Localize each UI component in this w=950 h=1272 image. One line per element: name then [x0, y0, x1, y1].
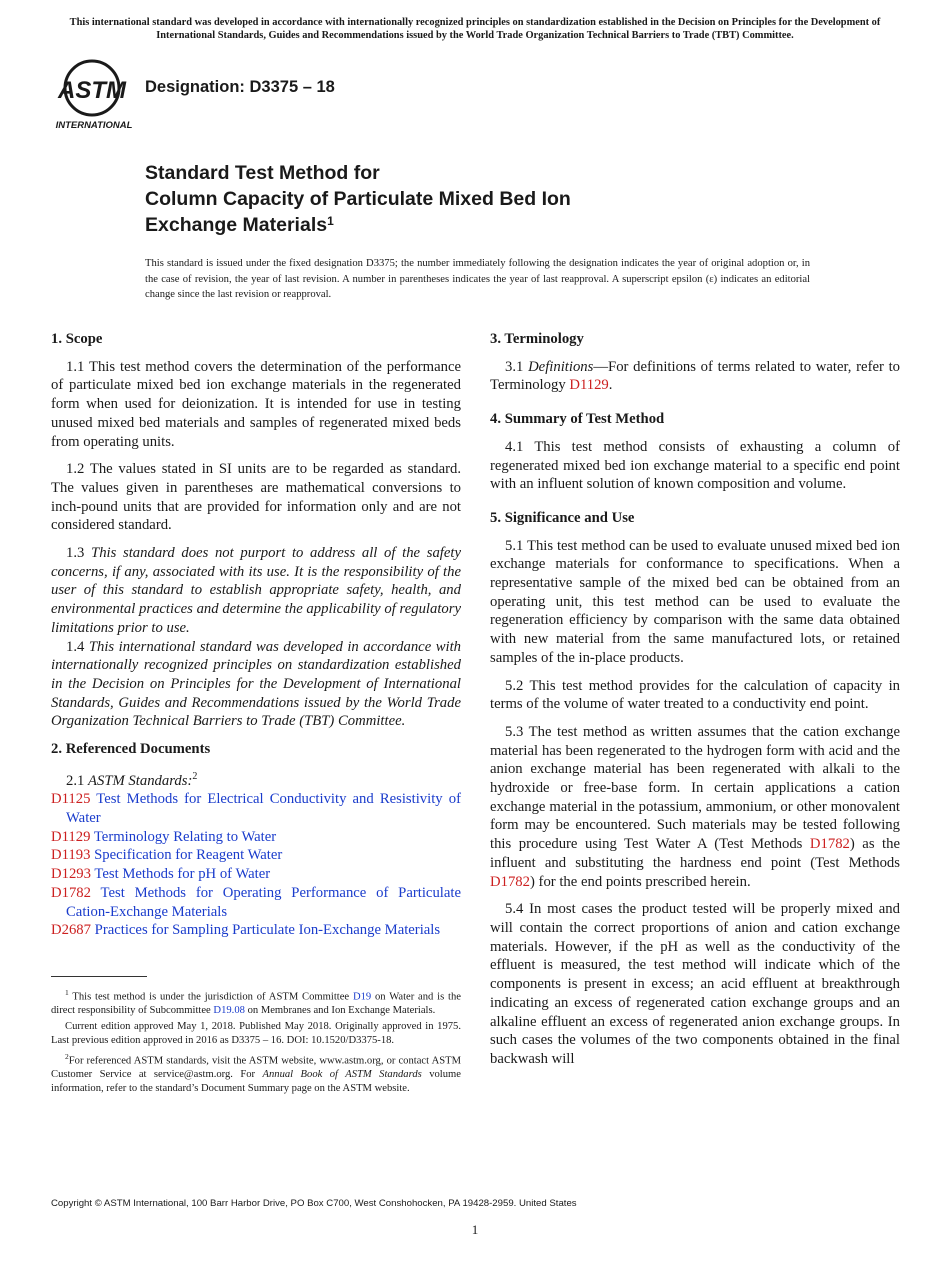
astm-standards-label: ASTM Standards:: [88, 772, 193, 789]
astm-logo: [52, 56, 136, 134]
title-line-2: Column Capacity of Particulate Mixed Bed Ion: [145, 188, 571, 210]
footnote-1-text-b: on Water and is the direct responsibility of Subcommittee: [51, 991, 461, 1016]
paragraph-5-3-text-c: ) for the end points prescribed herein.: [529, 873, 751, 890]
reference-code[interactable]: D1293: [51, 866, 91, 883]
reference-item[interactable]: [51, 884, 461, 921]
referenced-documents-heading: 2. Referenced Documents: [51, 741, 211, 758]
astm-standards-footnote-mark: 2: [192, 770, 198, 782]
footnote-2-italic: Annual Book of ASTM Standards: [262, 1069, 422, 1081]
copyright: Copyright © ASTM International, 100 Barr Harbor Drive, PO Box C700, West Conshohocken, PA 19428-2959. United States: [51, 1198, 577, 1209]
title-line-1: Standard Test Method for: [145, 162, 380, 184]
referenced-documents-list: [51, 790, 461, 940]
significance-paragraph-5-3: [490, 723, 900, 891]
scope-paragraph-1-4-number: 1.4: [66, 638, 85, 655]
reference-title[interactable]: Specification for Reagent Water: [94, 847, 283, 864]
footnote-2-text-b: volume information, refer to the standard’s Document Summary page on the ASTM website.: [51, 1069, 461, 1094]
d1782-link[interactable]: D1782: [490, 873, 530, 890]
international-standard-notice: This international standard was developed in accordance with internationally recognized principles on standardization established in the Decision on Principles for the Development of International Standards, Guides and Recommendations issued by the World Trade Organization Technical Barriers to Trade (TBT) Committee.: [69, 17, 881, 41]
terminology-paragraph: [490, 358, 900, 395]
footnote-2: [51, 1050, 461, 1095]
footnote-1-text-c: on Membranes and Ion Exchange Materials.: [244, 1004, 436, 1016]
scope-heading: 1. Scope: [51, 331, 103, 347]
significance-paragraph-5-1: 5.1 This test method can be used to evaluate unused mixed bed ion exchange materials for conformance to specifications. When a representative sample of the mixed bed can be obtained from an operating unit, this test method can be used to evaluate the regeneration efficiency by comparison with the same data obtained with new material from the same manufactured lots, or retained samples of the in-place products.: [490, 537, 900, 666]
significance-paragraph-5-4: 5.4 In most cases the product tested will be properly mixed and will contain the correct proportions of anion and cation exchange materials. However, if the pH as well as the conductivity of the effluent is measured, the test method will indicate which of the components is present in excess; an acid effluent at breakthrough indicating an excess of regenerated cation exchange groups and an alkaline effluent an excess of regenerated anion exchange groups. In such cases the volumes of the two components obtained in the final backwash will: [490, 901, 900, 1067]
title-line-3: Exchange Materials: [145, 214, 328, 236]
terminology-link[interactable]: D1129: [569, 377, 609, 394]
scope-paragraph-1-4: This international standard was developed in accordance with internationally recognized principles on standardization established in the Decision on Principles for the Development of International Standards, Guides and Recommendations issued by the World Trade Organization Technical Barriers to Trade (TBT) Committee.: [51, 638, 461, 730]
logo-subtext: INTERNATIONAL: [55, 120, 133, 131]
significance-paragraph-5-2: 5.2 This test method provides for the calculation of capacity in terms of the volume of water treated to a conductivity end point.: [490, 677, 900, 713]
terminology-number: 3.1: [505, 358, 524, 375]
reference-item[interactable]: [51, 865, 461, 884]
reference-code[interactable]: D1129: [51, 828, 91, 845]
issue-statement: This standard is issued under the fixed designation D3375; the number immediately following the designation indicates the year of original adoption or, in the case of revision, the year of last revision. A number in parentheses indicates the year of last reapproval. A superscript epsilon (ε) indicates an editorial change since the last revision or reapproval.: [145, 258, 810, 300]
reference-title[interactable]: Test Methods for Operating Performance of Particulate Cation-Exchange Materials: [66, 884, 461, 920]
reference-title[interactable]: Terminology Relating to Water: [93, 828, 277, 845]
summary-heading: 4. Summary of Test Method: [490, 411, 665, 428]
footnote-divider: [51, 976, 147, 977]
footnote-1-mark: 1: [65, 988, 69, 997]
footnotes: [51, 986, 461, 1098]
reference-code[interactable]: D1193: [51, 847, 91, 864]
scope-paragraph-1-1: 1.1 This test method covers the determination of the performance of particulate mixed bed ion exchange materials in the regenerated form when used for deionization. It is intended for use in testing unused mixed bed materials and samples of regenerated mixed beds from operating units.: [51, 358, 461, 450]
subcommittee-link[interactable]: D19.08: [213, 1004, 245, 1016]
right-column: [490, 330, 900, 1078]
astm-standards-number: 2.1: [66, 772, 85, 789]
reference-title[interactable]: Practices for Sampling Particulate Ion-Exchange Materials: [94, 922, 441, 939]
paragraph-5-3-text-a: 5.3 The test method as written assumes that the cation exchange material has been regenerated to the hydrogen form with acid and the anion exchange material has been regenerated with alkali to the hydroxide or free-base form. In certain applications a cation exchange material in the potassium, ammonium, or other monovalent form may be encountered. Such materials may be tested following this procedure using Test Water A (Test Methods: [490, 723, 900, 853]
committee-link[interactable]: D19: [352, 991, 372, 1003]
scope-paragraph-1-3: This standard does not purport to address all of the safety concerns, if any, associated with its use. It is the responsibility of the user of this standard to establish appropriate safety, health, and environmental practices and determine the applicability of regulatory limitations prior to use.: [51, 545, 462, 636]
summary-paragraph-4-1: 4.1 This test method consists of exhausting a column of regenerated mixed bed ion exchange material to a specific end point with an influent solution of known composition and volume.: [490, 438, 900, 493]
terminology-heading: 3. Terminology: [490, 331, 584, 347]
definitions-label: Definitions: [528, 358, 594, 375]
scope-paragraph-1-2: 1.2 The values stated in SI units are to be regarded as standard. The values given in parentheses are mathematical conversions to inch-pound units that are provided for information only and are not considered standard.: [51, 461, 461, 534]
left-column: [51, 330, 461, 940]
document-title: [145, 160, 845, 238]
paragraph-5-3-text-b: ) as the influent and substituting the hardness end point (Test Methods: [490, 836, 901, 871]
reference-code[interactable]: D1125: [51, 791, 91, 808]
footnote-2-mark: 2: [65, 1052, 69, 1062]
reference-title[interactable]: Test Methods for pH of Water: [94, 866, 271, 883]
footnote-2-text-a: For referenced ASTM standards, visit the ASTM website, www.astm.org, or contact ASTM Customer Service at service@astm.org. For: [51, 1055, 461, 1081]
footnote-edition: Current edition approved May 1, 2018. Published May 2018. Originally approved in 1975. Last previous edition approved in 2016 as D3375 – 16. DOI: 10.1520/D3375-18.: [51, 1021, 461, 1046]
terminology-end: .: [608, 377, 613, 394]
significance-heading: 5. Significance and Use: [490, 509, 635, 526]
reference-code[interactable]: D2687: [51, 922, 91, 939]
terminology-text: —For definitions of terms related to water, refer to Terminology: [490, 358, 901, 394]
scope-paragraph-1-3-number: 1.3: [66, 545, 85, 562]
reference-title[interactable]: Test Methods for Electrical Conductivity and Resistivity of Water: [66, 791, 461, 827]
footnote-1-text-a: This test method is under the jurisdiction of ASTM Committee: [72, 991, 353, 1003]
footnote-1: [51, 986, 461, 1017]
reference-item[interactable]: [51, 846, 461, 865]
reference-item[interactable]: [51, 790, 461, 827]
reference-item[interactable]: [51, 828, 461, 847]
title-footnote-mark: 1: [327, 214, 334, 228]
reference-code[interactable]: D1782: [51, 884, 91, 901]
reference-item[interactable]: [51, 921, 461, 940]
logo-text: ASTM: [58, 77, 126, 104]
page-number: 1: [471, 1222, 479, 1237]
d1782-link[interactable]: D1782: [809, 836, 850, 853]
designation: Designation: D3375 – 18: [145, 78, 335, 96]
